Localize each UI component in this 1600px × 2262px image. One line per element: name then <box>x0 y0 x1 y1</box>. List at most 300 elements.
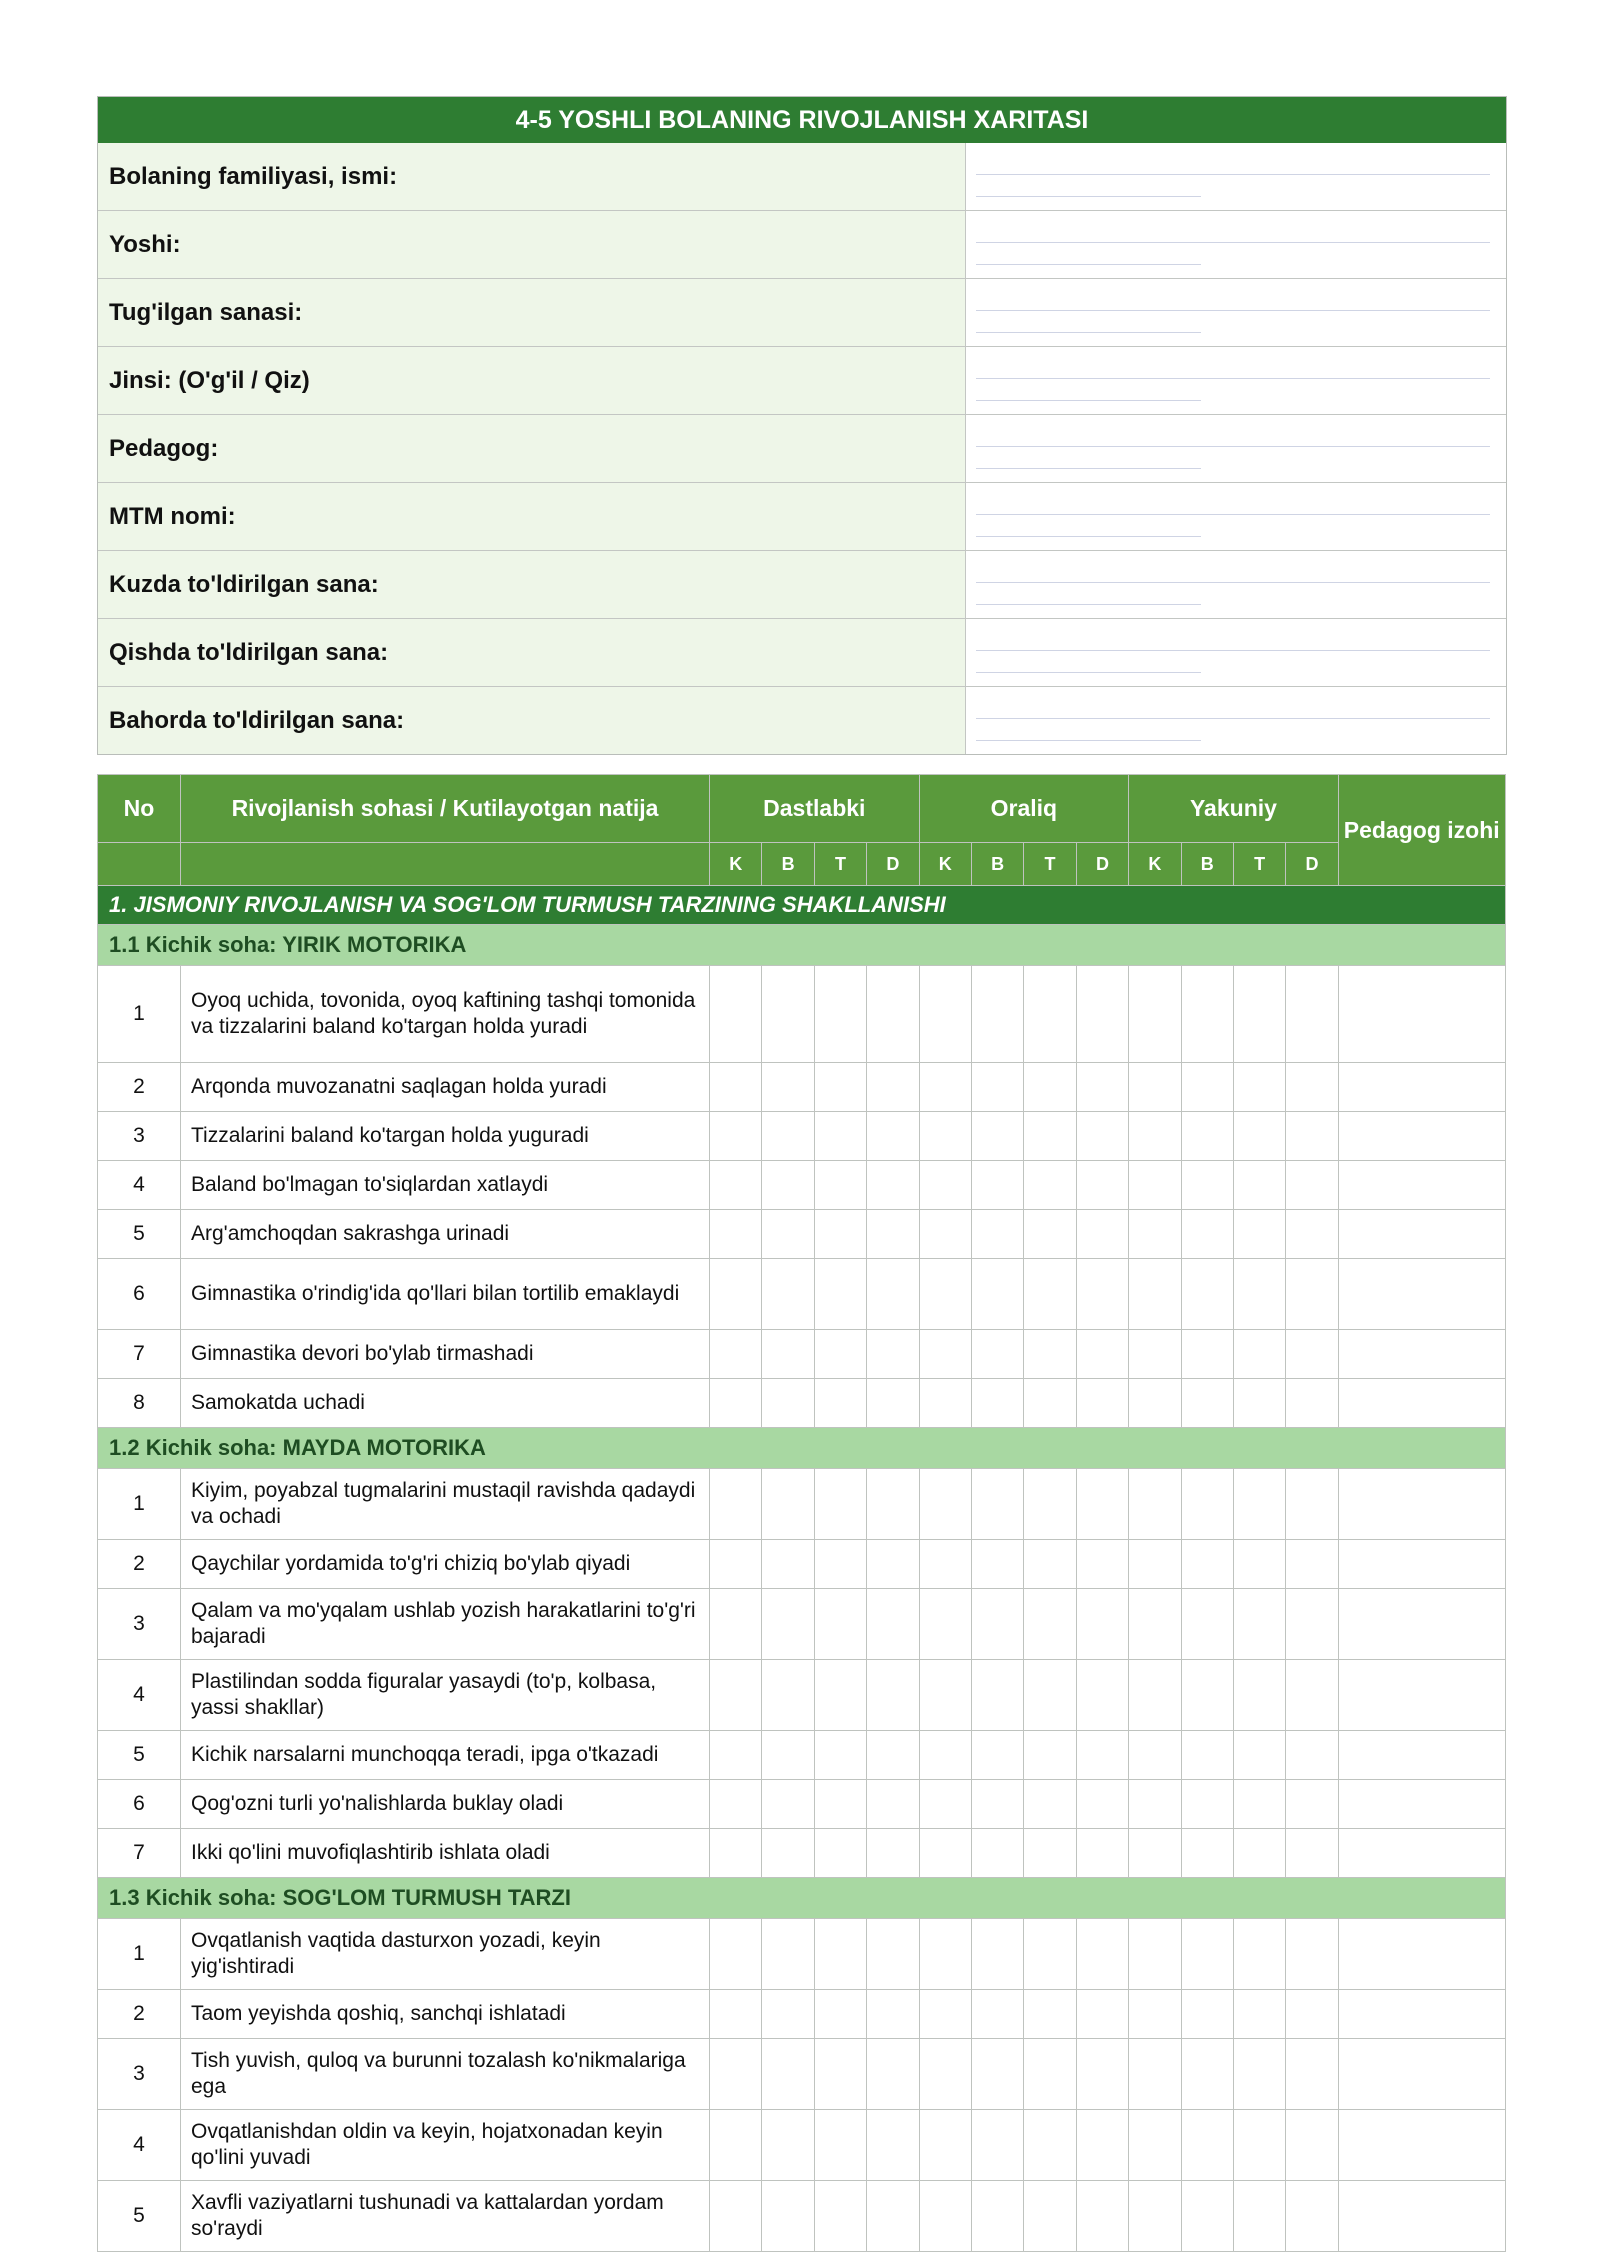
mark-cell[interactable] <box>971 2181 1023 2252</box>
mark-cell[interactable] <box>1129 1259 1181 1330</box>
mark-cell[interactable] <box>1233 966 1285 1063</box>
info-label: Bolaning familiyasi, ismi: <box>98 143 966 210</box>
mark-cell[interactable] <box>1076 1660 1128 1731</box>
table-row <box>98 2181 1506 2252</box>
mark-cell[interactable] <box>710 1161 762 1210</box>
info-label: Jinsi: (O'g'il / Qiz) <box>98 347 966 414</box>
mark-cell[interactable] <box>814 2039 866 2110</box>
mark-cell[interactable] <box>867 1469 919 1540</box>
mark-cell[interactable] <box>1181 1731 1233 1780</box>
mark-cell[interactable] <box>1233 1112 1285 1161</box>
comment-cell[interactable] <box>1338 2181 1505 2252</box>
mark-cell[interactable] <box>1233 2039 1285 2110</box>
mark-cell[interactable] <box>1181 1112 1233 1161</box>
mark-cell[interactable] <box>1129 1161 1181 1210</box>
mark-cell[interactable] <box>710 2181 762 2252</box>
mark-cell[interactable] <box>762 1259 814 1330</box>
mark-cell[interactable] <box>1024 966 1076 1063</box>
mark-cell[interactable] <box>1076 1063 1128 1112</box>
fill-line-short <box>976 604 1201 605</box>
mark-cell[interactable] <box>1181 2039 1233 2110</box>
mark-cell[interactable] <box>919 1210 971 1259</box>
mark-cell[interactable] <box>1024 2181 1076 2252</box>
mark-cell[interactable] <box>1181 1161 1233 1210</box>
mark-cell[interactable] <box>1233 1330 1285 1379</box>
item-description: Ikki qo'lini muvofiqlashtirib ishlata oladi <box>181 1829 710 1878</box>
mark-cell[interactable] <box>1233 1990 1285 2039</box>
mark-cell[interactable] <box>1024 1780 1076 1829</box>
mark-cell[interactable] <box>1233 1469 1285 1540</box>
mark-cell[interactable] <box>1129 1210 1181 1259</box>
mark-cell[interactable] <box>1286 2110 1338 2181</box>
mark-cell[interactable] <box>1076 2110 1128 2181</box>
mark-cell[interactable] <box>919 1780 971 1829</box>
mark-cell[interactable] <box>1181 2181 1233 2252</box>
mark-cell[interactable] <box>1286 1379 1338 1428</box>
mark-cell[interactable] <box>971 1161 1023 1210</box>
mark-cell[interactable] <box>1181 1540 1233 1589</box>
mark-cell[interactable] <box>762 1112 814 1161</box>
mark-cell[interactable] <box>971 1990 1023 2039</box>
mark-cell[interactable] <box>710 1259 762 1330</box>
mark-cell[interactable] <box>919 1112 971 1161</box>
mark-cell[interactable] <box>710 1063 762 1112</box>
mark-cell[interactable] <box>1286 1919 1338 1990</box>
mark-cell[interactable] <box>710 1112 762 1161</box>
mark-cell[interactable] <box>919 1540 971 1589</box>
comment-cell[interactable] <box>1338 1540 1505 1589</box>
mark-cell[interactable] <box>1233 1780 1285 1829</box>
comment-cell[interactable] <box>1338 1660 1505 1731</box>
mark-cell[interactable] <box>710 1731 762 1780</box>
mark-cell[interactable] <box>1286 1589 1338 1660</box>
mark-cell[interactable] <box>1181 966 1233 1063</box>
mark-cell[interactable] <box>867 1919 919 1990</box>
mark-cell[interactable] <box>971 1919 1023 1990</box>
mark-cell[interactable] <box>1233 1210 1285 1259</box>
table-row <box>98 1660 1506 1731</box>
mark-cell[interactable] <box>762 1919 814 1990</box>
mark-cell[interactable] <box>1181 1469 1233 1540</box>
mark-cell[interactable] <box>867 1259 919 1330</box>
mark-cell[interactable] <box>867 1540 919 1589</box>
comment-cell[interactable] <box>1338 1780 1505 1829</box>
mark-cell[interactable] <box>710 1330 762 1379</box>
info-label: Bahorda to'ldirilgan sana: <box>98 687 966 754</box>
mark-cell[interactable] <box>867 1780 919 1829</box>
mark-cell[interactable] <box>710 1469 762 1540</box>
mark-cell[interactable] <box>1286 2039 1338 2110</box>
mark-cell[interactable] <box>814 2181 866 2252</box>
mark-cell[interactable] <box>1181 1330 1233 1379</box>
mark-cell[interactable] <box>1076 1112 1128 1161</box>
mark-cell[interactable] <box>1286 1161 1338 1210</box>
mark-cell[interactable] <box>710 1379 762 1428</box>
header-no: No <box>98 775 181 843</box>
mark-cell[interactable] <box>762 1731 814 1780</box>
mark-cell[interactable] <box>867 2181 919 2252</box>
mark-cell[interactable] <box>1286 1780 1338 1829</box>
mark-cell[interactable] <box>710 1589 762 1660</box>
mark-cell[interactable] <box>1233 1063 1285 1112</box>
comment-cell[interactable] <box>1338 1330 1505 1379</box>
mark-cell[interactable] <box>1181 1990 1233 2039</box>
child-info-table <box>97 96 1507 755</box>
mark-cell[interactable] <box>1076 1210 1128 1259</box>
mark-cell[interactable] <box>1076 1731 1128 1780</box>
comment-cell[interactable] <box>1338 1919 1505 1990</box>
mark-cell[interactable] <box>1233 1919 1285 1990</box>
mark-cell[interactable] <box>1129 1330 1181 1379</box>
header-area: Rivojlanish sohasi / Kutilayotgan natija <box>181 775 710 843</box>
mark-cell[interactable] <box>971 1063 1023 1112</box>
mark-cell[interactable] <box>867 1660 919 1731</box>
mark-cell[interactable] <box>1233 1259 1285 1330</box>
mark-cell[interactable] <box>971 1379 1023 1428</box>
mark-cell[interactable] <box>1129 1990 1181 2039</box>
mark-cell[interactable] <box>919 1660 971 1731</box>
mark-cell[interactable] <box>919 1379 971 1428</box>
mark-cell[interactable] <box>1233 1379 1285 1428</box>
mark-cell[interactable] <box>710 966 762 1063</box>
mark-cell[interactable] <box>762 1330 814 1379</box>
mark-cell[interactable] <box>919 1731 971 1780</box>
mark-cell[interactable] <box>867 1063 919 1112</box>
mark-cell[interactable] <box>814 1780 866 1829</box>
mark-cell[interactable] <box>1129 1780 1181 1829</box>
comment-cell[interactable] <box>1338 1990 1505 2039</box>
mark-cell[interactable] <box>814 1469 866 1540</box>
info-value-field[interactable] <box>966 687 1506 754</box>
mark-cell[interactable] <box>971 2110 1023 2181</box>
info-value-field[interactable] <box>966 211 1506 278</box>
mark-cell[interactable] <box>919 2039 971 2110</box>
mark-cell[interactable] <box>971 1210 1023 1259</box>
mark-cell[interactable] <box>867 966 919 1063</box>
mark-cell[interactable] <box>762 1469 814 1540</box>
mark-cell[interactable] <box>1286 1469 1338 1540</box>
comment-cell[interactable] <box>1338 1112 1505 1161</box>
mark-cell[interactable] <box>710 1210 762 1259</box>
mark-cell[interactable] <box>1233 2110 1285 2181</box>
mark-cell[interactable] <box>762 1829 814 1878</box>
mark-cell[interactable] <box>1076 1919 1128 1990</box>
mark-cell[interactable] <box>971 1469 1023 1540</box>
mark-cell[interactable] <box>1024 1379 1076 1428</box>
mark-cell[interactable] <box>1129 1063 1181 1112</box>
table-row <box>98 966 1506 1063</box>
mark-cell[interactable] <box>710 2110 762 2181</box>
mark-cell[interactable] <box>1129 1829 1181 1878</box>
comment-cell[interactable] <box>1338 1063 1505 1112</box>
mark-cell[interactable] <box>762 2181 814 2252</box>
mark-cell[interactable] <box>1233 1731 1285 1780</box>
mark-cell[interactable] <box>762 1540 814 1589</box>
mark-cell[interactable] <box>867 1731 919 1780</box>
mark-cell[interactable] <box>1129 2181 1181 2252</box>
mark-cell[interactable] <box>762 1660 814 1731</box>
mark-cell[interactable] <box>814 1660 866 1731</box>
mark-cell[interactable] <box>1286 1660 1338 1731</box>
mark-cell[interactable] <box>814 1731 866 1780</box>
mark-cell[interactable] <box>919 1589 971 1660</box>
mark-cell[interactable] <box>919 1919 971 1990</box>
comment-cell[interactable] <box>1338 2110 1505 2181</box>
mark-cell[interactable] <box>762 966 814 1063</box>
mark-cell[interactable] <box>1129 966 1181 1063</box>
mark-cell[interactable] <box>814 1829 866 1878</box>
mark-cell[interactable] <box>710 1780 762 1829</box>
mark-cell[interactable] <box>1024 1660 1076 1731</box>
mark-cell[interactable] <box>1233 1161 1285 1210</box>
mark-cell[interactable] <box>867 1330 919 1379</box>
mark-cell[interactable] <box>814 1112 866 1161</box>
mark-cell[interactable] <box>971 1731 1023 1780</box>
mark-cell[interactable] <box>762 1589 814 1660</box>
mark-cell[interactable] <box>1129 1660 1181 1731</box>
mark-cell[interactable] <box>919 1829 971 1878</box>
info-value-field[interactable] <box>966 415 1506 482</box>
mark-cell[interactable] <box>814 1379 866 1428</box>
mark-cell[interactable] <box>1286 1112 1338 1161</box>
mark-cell[interactable] <box>710 2039 762 2110</box>
mark-cell[interactable] <box>1233 1660 1285 1731</box>
mark-cell[interactable] <box>1181 1063 1233 1112</box>
mark-cell[interactable] <box>867 1379 919 1428</box>
mark-cell[interactable] <box>1181 1919 1233 1990</box>
mark-cell[interactable] <box>1129 1540 1181 1589</box>
mark-cell[interactable] <box>762 1379 814 1428</box>
mark-cell[interactable] <box>814 1919 866 1990</box>
mark-cell[interactable] <box>1076 1469 1128 1540</box>
mark-cell[interactable] <box>919 2110 971 2181</box>
mark-cell[interactable] <box>1181 1589 1233 1660</box>
mark-cell[interactable] <box>1286 1210 1338 1259</box>
mark-cell[interactable] <box>1286 1990 1338 2039</box>
mark-cell[interactable] <box>1181 1379 1233 1428</box>
comment-cell[interactable] <box>1338 1161 1505 1210</box>
mark-cell[interactable] <box>971 1589 1023 1660</box>
info-row <box>98 346 1506 414</box>
mark-cell[interactable] <box>1076 1829 1128 1878</box>
mark-cell[interactable] <box>1076 1780 1128 1829</box>
mark-cell[interactable] <box>1286 2181 1338 2252</box>
mark-cell[interactable] <box>1024 1829 1076 1878</box>
mark-cell[interactable] <box>762 1780 814 1829</box>
mark-cell[interactable] <box>971 1540 1023 1589</box>
fill-line <box>976 242 1490 243</box>
mark-cell[interactable] <box>1233 1589 1285 1660</box>
comment-cell[interactable] <box>1338 1379 1505 1428</box>
info-value-field[interactable] <box>966 143 1506 210</box>
mark-cell[interactable] <box>1024 1210 1076 1259</box>
mark-cell[interactable] <box>1286 966 1338 1063</box>
mark-cell[interactable] <box>867 1112 919 1161</box>
mark-cell[interactable] <box>971 2039 1023 2110</box>
mark-cell[interactable] <box>919 1259 971 1330</box>
mark-cell[interactable] <box>814 1540 866 1589</box>
info-label: Tug'ilgan sanasi: <box>98 279 966 346</box>
mark-cell[interactable] <box>919 2181 971 2252</box>
comment-cell[interactable] <box>1338 1829 1505 1878</box>
mark-cell[interactable] <box>1129 1379 1181 1428</box>
info-value-field[interactable] <box>966 619 1506 686</box>
mark-cell[interactable] <box>919 1063 971 1112</box>
mark-cell[interactable] <box>1129 2110 1181 2181</box>
table-row <box>98 1540 1506 1589</box>
item-description: Qalam va mo'yqalam ushlab yozish harakatlarini to'g'ri bajaradi <box>181 1589 710 1660</box>
mark-cell[interactable] <box>1024 1919 1076 1990</box>
mark-cell[interactable] <box>1024 1990 1076 2039</box>
mark-cell[interactable] <box>867 2039 919 2110</box>
mark-cell[interactable] <box>1076 2181 1128 2252</box>
mark-cell[interactable] <box>1181 1780 1233 1829</box>
item-description: Oyoq uchida, tovonida, oyoq kaftining tashqi tomonida va tizzalarini baland ko'targan holda yuradi <box>181 966 710 1063</box>
mark-cell[interactable] <box>971 966 1023 1063</box>
mark-cell[interactable] <box>1024 2110 1076 2181</box>
mark-cell[interactable] <box>1129 1731 1181 1780</box>
mark-cell[interactable] <box>762 2039 814 2110</box>
mark-cell[interactable] <box>1076 1330 1128 1379</box>
mark-cell[interactable] <box>710 1990 762 2039</box>
mark-cell[interactable] <box>762 1063 814 1112</box>
mark-cell[interactable] <box>971 1829 1023 1878</box>
mark-cell[interactable] <box>1076 1259 1128 1330</box>
mark-cell[interactable] <box>1233 2181 1285 2252</box>
mark-cell[interactable] <box>1024 1469 1076 1540</box>
item-number: 4 <box>98 2110 181 2181</box>
info-value-field[interactable] <box>966 551 1506 618</box>
mark-cell[interactable] <box>814 966 866 1063</box>
mark-cell[interactable] <box>762 1990 814 2039</box>
mark-cell[interactable] <box>814 1161 866 1210</box>
mark-cell[interactable] <box>1181 1259 1233 1330</box>
info-value-field[interactable] <box>966 279 1506 346</box>
mark-cell[interactable] <box>1181 1829 1233 1878</box>
mark-cell[interactable] <box>919 1469 971 1540</box>
info-value-field[interactable] <box>966 347 1506 414</box>
mark-cell[interactable] <box>919 1161 971 1210</box>
mark-cell[interactable] <box>710 1919 762 1990</box>
mark-cell[interactable] <box>710 1540 762 1589</box>
mark-cell[interactable] <box>1024 1112 1076 1161</box>
mark-cell[interactable] <box>971 1330 1023 1379</box>
mark-cell[interactable] <box>1076 966 1128 1063</box>
mark-cell[interactable] <box>1076 1589 1128 1660</box>
mark-cell[interactable] <box>1286 1829 1338 1878</box>
comment-cell[interactable] <box>1338 1731 1505 1780</box>
mark-cell[interactable] <box>971 1660 1023 1731</box>
page-title: 4-5 YOSHLI BOLANING RIVOJLANISH XARITASI <box>98 97 1506 143</box>
fill-line <box>976 718 1490 719</box>
comment-cell[interactable] <box>1338 966 1505 1063</box>
comment-cell[interactable] <box>1338 2039 1505 2110</box>
item-number: 3 <box>98 1112 181 1161</box>
mark-cell[interactable] <box>1129 1469 1181 1540</box>
mark-cell[interactable] <box>1286 1063 1338 1112</box>
mark-cell[interactable] <box>1181 2110 1233 2181</box>
mark-cell[interactable] <box>1233 1829 1285 1878</box>
mark-cell[interactable] <box>814 1259 866 1330</box>
mark-cell[interactable] <box>1024 1259 1076 1330</box>
header-period-midterm: Oraliq <box>919 775 1129 843</box>
mark-cell[interactable] <box>971 1112 1023 1161</box>
mark-cell[interactable] <box>1024 2039 1076 2110</box>
assessment-table <box>97 774 1506 2252</box>
mark-cell[interactable] <box>1076 1990 1128 2039</box>
mark-cell[interactable] <box>867 1161 919 1210</box>
mark-cell[interactable] <box>1076 1540 1128 1589</box>
mark-cell[interactable] <box>762 2110 814 2181</box>
item-number: 4 <box>98 1660 181 1731</box>
mark-cell[interactable] <box>1286 1731 1338 1780</box>
comment-cell[interactable] <box>1338 1469 1505 1540</box>
mark-cell[interactable] <box>1024 1731 1076 1780</box>
mark-cell[interactable] <box>919 1330 971 1379</box>
mark-cell[interactable] <box>1129 1112 1181 1161</box>
mark-cell[interactable] <box>762 1161 814 1210</box>
mark-cell[interactable] <box>867 1990 919 2039</box>
mark-cell[interactable] <box>867 1589 919 1660</box>
mark-cell[interactable] <box>814 1063 866 1112</box>
mark-cell[interactable] <box>1129 1919 1181 1990</box>
table-row <box>98 1990 1506 2039</box>
item-number: 3 <box>98 1589 181 1660</box>
fill-line <box>976 378 1490 379</box>
mark-cell[interactable] <box>1024 1063 1076 1112</box>
mark-cell[interactable] <box>867 1210 919 1259</box>
mark-cell[interactable] <box>1076 2039 1128 2110</box>
mark-cell[interactable] <box>814 1990 866 2039</box>
fill-line <box>976 582 1490 583</box>
fill-line-short <box>976 400 1201 401</box>
comment-cell[interactable] <box>1338 1259 1505 1330</box>
mark-cell[interactable] <box>814 1210 866 1259</box>
mark-cell[interactable] <box>867 2110 919 2181</box>
mark-cell[interactable] <box>1024 1330 1076 1379</box>
mark-cell[interactable] <box>867 1829 919 1878</box>
mark-cell[interactable] <box>710 1829 762 1878</box>
mark-cell[interactable] <box>919 1990 971 2039</box>
mark-cell[interactable] <box>814 1589 866 1660</box>
mark-cell[interactable] <box>1286 1330 1338 1379</box>
mark-cell[interactable] <box>1076 1161 1128 1210</box>
mark-cell[interactable] <box>1286 1259 1338 1330</box>
mark-cell[interactable] <box>1129 2039 1181 2110</box>
mark-cell[interactable] <box>1181 1660 1233 1731</box>
comment-cell[interactable] <box>1338 1210 1505 1259</box>
item-description: Xavfli vaziyatlarni tushunadi va kattalardan yordam so'raydi <box>181 2181 710 2252</box>
fill-line-short <box>976 740 1201 741</box>
mark-cell[interactable] <box>1076 1379 1128 1428</box>
mark-cell[interactable] <box>1129 1589 1181 1660</box>
info-value-field[interactable] <box>966 483 1506 550</box>
mark-cell[interactable] <box>762 1210 814 1259</box>
mark-cell[interactable] <box>1233 1540 1285 1589</box>
mark-cell[interactable] <box>919 966 971 1063</box>
mark-cell[interactable] <box>1286 1540 1338 1589</box>
mark-cell[interactable] <box>814 1330 866 1379</box>
comment-cell[interactable] <box>1338 1589 1505 1660</box>
mark-cell[interactable] <box>1024 1589 1076 1660</box>
mark-cell[interactable] <box>971 1259 1023 1330</box>
mark-cell[interactable] <box>1024 1540 1076 1589</box>
mark-cell[interactable] <box>1181 1210 1233 1259</box>
mark-cell[interactable] <box>710 1660 762 1731</box>
mark-cell[interactable] <box>1024 1161 1076 1210</box>
mark-cell[interactable] <box>971 1780 1023 1829</box>
mark-cell[interactable] <box>814 2110 866 2181</box>
